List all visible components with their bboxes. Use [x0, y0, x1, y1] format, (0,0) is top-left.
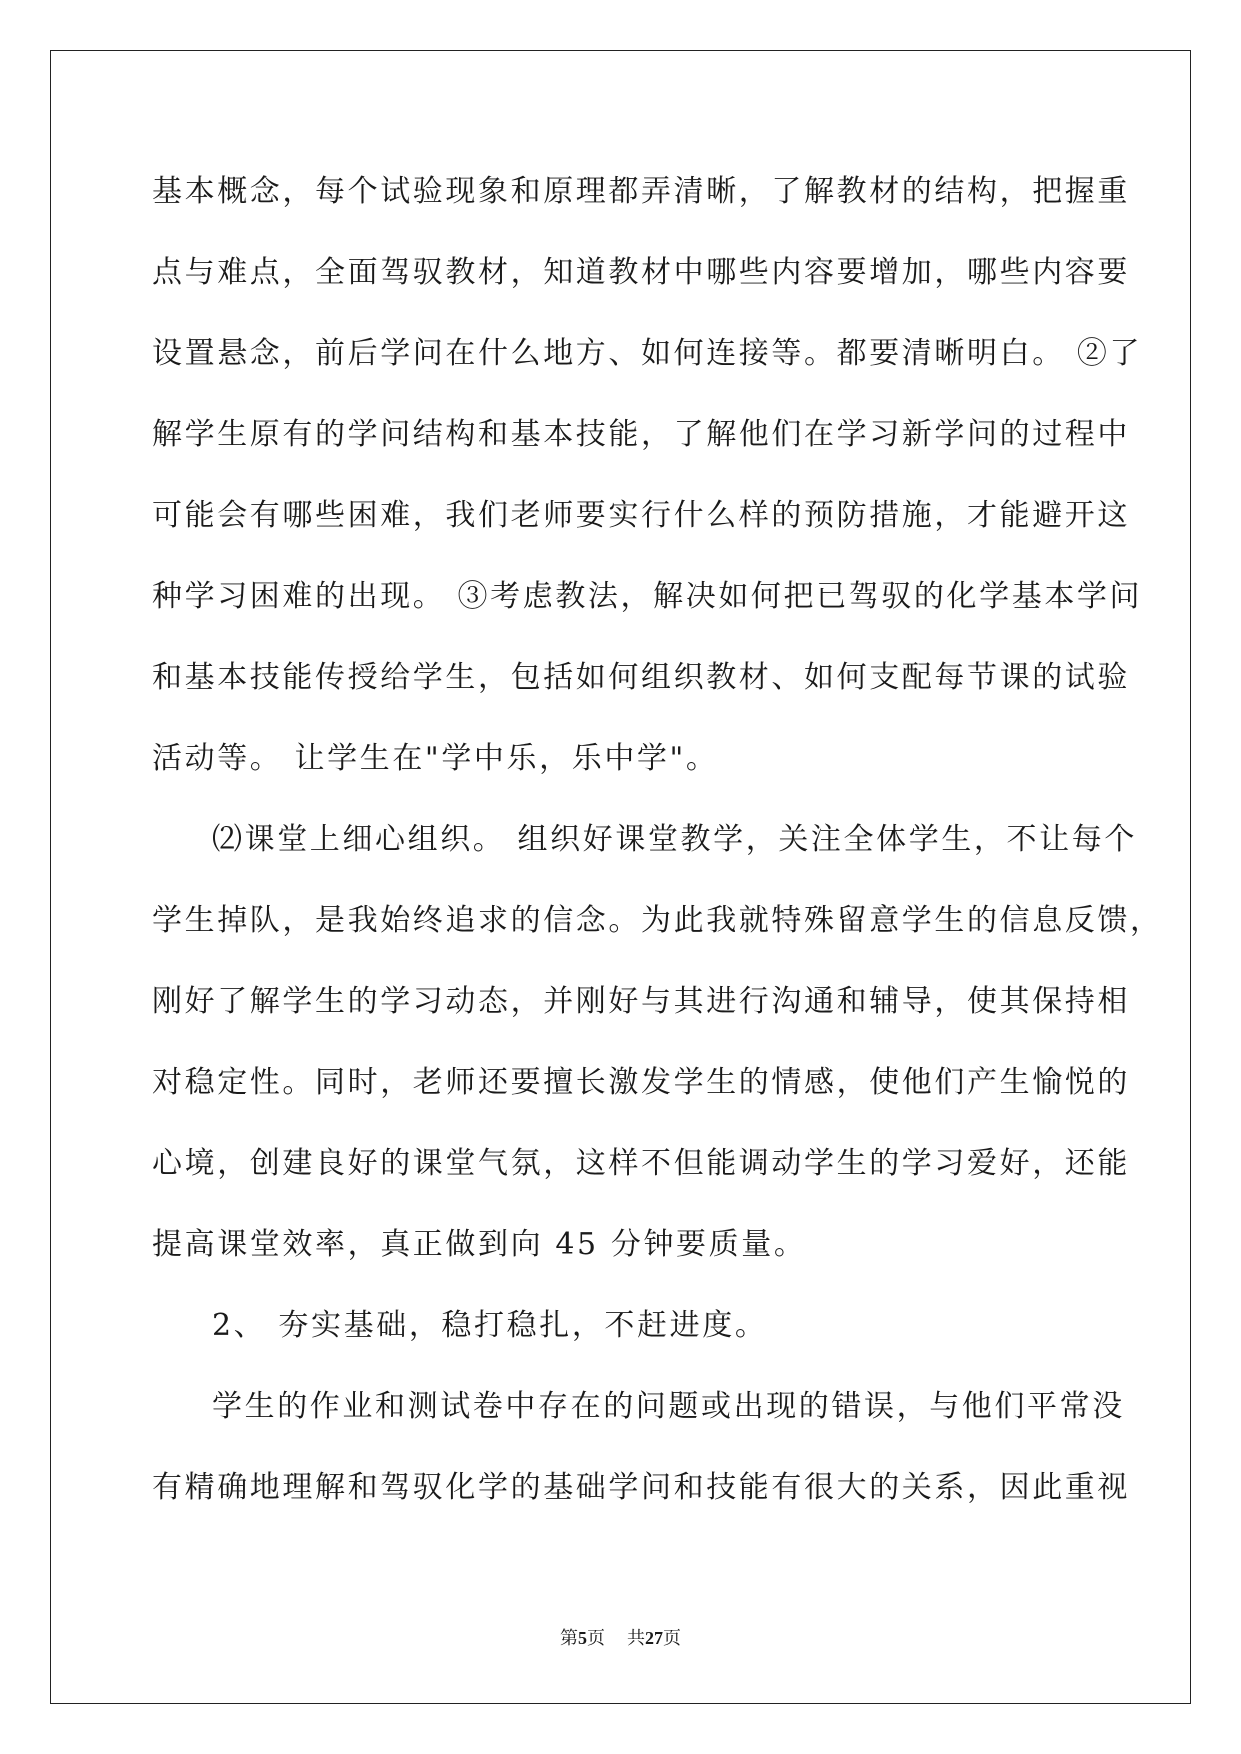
total-pages-prefix: 共 — [627, 1628, 645, 1649]
body-line: 有精确地理解和驾驭化学的基础学问和技能有很大的关系，因此重视 — [152, 1470, 1130, 1505]
body-line: 基本概念，每个试验现象和原理都弄清晰，了解教材的结构，把握重 — [152, 174, 1130, 209]
total-page-count: 27 — [645, 1628, 663, 1648]
section-heading: 2、 夯实基础，稳打稳扎，不赶进度。 — [212, 1308, 768, 1343]
paragraph-start-line: 学生的作业和测试卷中存在的问题或出现的错误，与他们平常没 — [212, 1389, 1125, 1424]
body-line: 活动等。 让学生在"学中乐，乐中学"。 — [152, 741, 719, 776]
body-line: 心境，创建良好的课堂气氛，这样不但能调动学生的学习爱好，还能 — [152, 1146, 1130, 1181]
body-line: 种学习困难的出现。 ③考虑教法，解决如何把已驾驭的化学基本学问 — [152, 579, 1143, 614]
total-pages-unit: 页 — [663, 1628, 681, 1649]
document-body — [152, 162, 1163, 1539]
page-number-prefix: 第 — [560, 1628, 578, 1649]
body-line: 解学生原有的学问结构和基本技能，了解他们在学习新学问的过程中 — [152, 417, 1130, 452]
paragraph-start-line: ⑵课堂上细心组织。 组织好课堂教学，关注全体学生，不让每个 — [212, 822, 1137, 857]
body-line: 和基本技能传授给学生，包括如何组织教材、如何支配每节课的试验 — [152, 660, 1130, 695]
body-line: 刚好了解学生的学习动态，并刚好与其进行沟通和辅导，使其保持相 — [152, 984, 1130, 1019]
body-line: 对稳定性。同时，老师还要擅长激发学生的情感，使他们产生愉悦的 — [152, 1065, 1130, 1100]
body-line: 点与难点，全面驾驭教材，知道教材中哪些内容要增加，哪些内容要 — [152, 255, 1130, 290]
page-number-unit: 页 — [587, 1628, 605, 1649]
current-page-number: 5 — [578, 1628, 587, 1648]
body-line: 学生掉队，是我始终追求的信念。为此我就特殊留意学生的信息反馈， — [152, 903, 1163, 938]
body-line: 设置悬念，前后学问在什么地方、如何连接等。都要清晰明白。 ②了 — [152, 336, 1143, 371]
page-footer — [0, 1626, 1241, 1651]
body-line: 可能会有哪些困难，我们老师要实行什么样的预防措施，才能避开这 — [152, 498, 1130, 533]
body-line: 提高课堂效率，真正做到向 45 分钟要质量。 — [152, 1227, 807, 1262]
